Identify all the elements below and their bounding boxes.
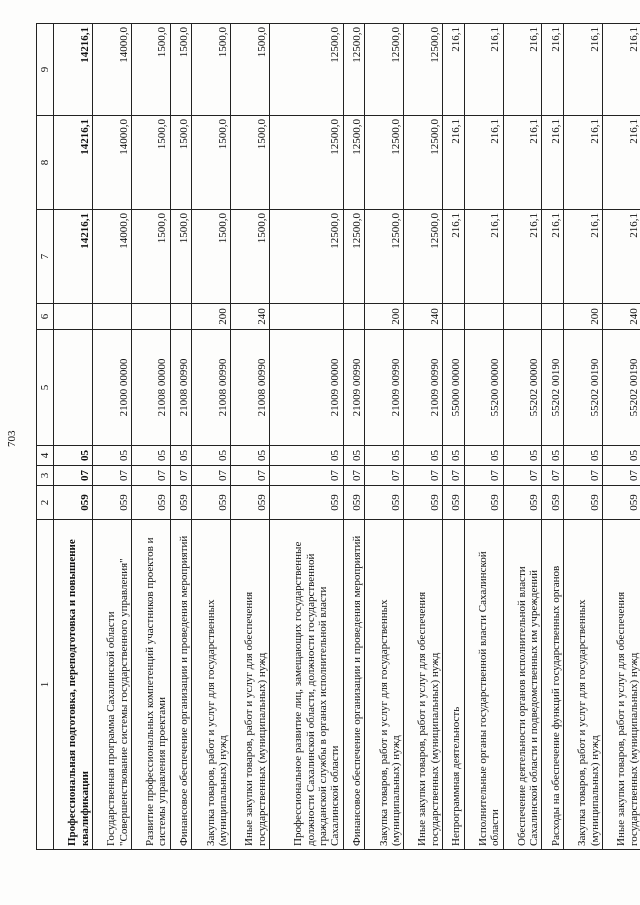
row-value-cell: 07 xyxy=(131,466,170,486)
row-value-cell: 216,1 xyxy=(443,24,465,116)
row-value-cell: 1500,0 xyxy=(231,210,270,304)
column-header: 4 xyxy=(37,446,54,466)
row-name-cell: Исполнительные органы государственной власти Сахалинской области xyxy=(464,520,503,850)
row-value-cell: 05 xyxy=(131,446,170,466)
column-header: 2 xyxy=(37,486,54,520)
row-value-cell: 059 xyxy=(170,486,192,520)
table-row xyxy=(54,24,93,850)
row-value-cell: 200 xyxy=(365,304,404,330)
row-value-cell: 14216,1 xyxy=(54,210,93,304)
row-value-cell: 05 xyxy=(192,446,231,466)
row-value-cell: 1500,0 xyxy=(192,116,231,210)
table-row xyxy=(231,24,270,850)
row-name-cell: Закупка товаров, работ и услуг для государственных (муниципальных) нужд xyxy=(365,520,404,850)
table-row xyxy=(192,24,231,850)
table-row xyxy=(602,24,640,850)
row-value-cell: 1500,0 xyxy=(131,24,170,116)
column-header: 1 xyxy=(37,520,54,850)
row-value-cell: 216,1 xyxy=(464,210,503,304)
row-name-cell: Развитие профессиональных компетенций участников проектов и системы управления проектами xyxy=(131,520,170,850)
row-value-cell: 059 xyxy=(564,486,603,520)
column-header: 9 xyxy=(37,24,54,116)
row-value-cell: 216,1 xyxy=(564,210,603,304)
row-name-cell: Финансовое обеспечение организации и проведения мероприятий xyxy=(343,520,365,850)
row-value-cell: 059 xyxy=(404,486,443,520)
rotated-table-container xyxy=(36,24,640,850)
row-value-cell: 12500,0 xyxy=(404,210,443,304)
row-value-cell: 05 xyxy=(343,446,365,466)
row-value-cell: 216,1 xyxy=(503,116,542,210)
row-value-cell: 21009 00990 xyxy=(343,330,365,446)
row-value-cell: 07 xyxy=(564,466,603,486)
row-value-cell xyxy=(343,304,365,330)
row-value-cell: 21008 00990 xyxy=(192,330,231,446)
row-value-cell xyxy=(542,304,564,330)
row-value-cell: 21008 00000 xyxy=(131,330,170,446)
row-value-cell: 1500,0 xyxy=(170,210,192,304)
table-row xyxy=(464,24,503,850)
row-value-cell: 07 xyxy=(343,466,365,486)
table-row xyxy=(404,24,443,850)
row-value-cell xyxy=(464,304,503,330)
column-header: 5 xyxy=(37,330,54,446)
row-value-cell: 07 xyxy=(503,466,542,486)
row-value-cell xyxy=(54,304,93,330)
table-row xyxy=(131,24,170,850)
column-header: 7 xyxy=(37,210,54,304)
row-value-cell: 216,1 xyxy=(564,116,603,210)
row-value-cell: 1500,0 xyxy=(170,24,192,116)
row-value-cell: 1500,0 xyxy=(131,116,170,210)
row-value-cell: 07 xyxy=(365,466,404,486)
table-row xyxy=(92,24,131,850)
row-value-cell: 059 xyxy=(54,486,93,520)
table-row xyxy=(542,24,564,850)
row-value-cell: 07 xyxy=(54,466,93,486)
row-value-cell: 059 xyxy=(92,486,131,520)
row-value-cell: 12500,0 xyxy=(343,210,365,304)
row-value-cell: 059 xyxy=(542,486,564,520)
budget-table xyxy=(36,23,640,850)
row-name-cell: Расходы на обеспечение функций государственных органов xyxy=(542,520,564,850)
row-value-cell: 12500,0 xyxy=(343,116,365,210)
row-value-cell: 05 xyxy=(542,446,564,466)
row-value-cell: 216,1 xyxy=(564,24,603,116)
row-value-cell: 14000,0 xyxy=(92,116,131,210)
row-value-cell: 216,1 xyxy=(542,116,564,210)
row-value-cell: 07 xyxy=(542,466,564,486)
row-value-cell: 059 xyxy=(270,486,344,520)
row-value-cell: 05 xyxy=(602,446,640,466)
row-name-cell: Профессиональная подготовка, переподготовка и повышение квалификации xyxy=(54,520,93,850)
row-value-cell: 05 xyxy=(231,446,270,466)
row-value-cell: 059 xyxy=(602,486,640,520)
row-value-cell: 55200 00000 xyxy=(464,330,503,446)
row-value-cell: 21008 00990 xyxy=(231,330,270,446)
row-value-cell: 14216,1 xyxy=(54,116,93,210)
row-name-cell: Обеспечение деятельности органов исполнительной власти Сахалинской области и подведомственных им учреждений xyxy=(503,520,542,850)
row-value-cell: 12500,0 xyxy=(365,24,404,116)
row-value-cell xyxy=(92,304,131,330)
row-value-cell: 216,1 xyxy=(443,210,465,304)
row-value-cell: 059 xyxy=(192,486,231,520)
row-value-cell: 216,1 xyxy=(602,24,640,116)
row-value-cell: 05 xyxy=(170,446,192,466)
row-value-cell: 216,1 xyxy=(464,116,503,210)
row-name-cell: Закупка товаров, работ и услуг для государственных (муниципальных) нужд xyxy=(192,520,231,850)
row-value-cell: 05 xyxy=(564,446,603,466)
row-value-cell: 1500,0 xyxy=(192,210,231,304)
row-value-cell: 21009 00990 xyxy=(404,330,443,446)
row-value-cell xyxy=(54,330,93,446)
row-value-cell: 05 xyxy=(270,446,344,466)
page-number: 703 xyxy=(6,430,18,447)
row-value-cell: 14216,1 xyxy=(54,24,93,116)
column-header: 8 xyxy=(37,116,54,210)
table-row xyxy=(170,24,192,850)
row-value-cell: 05 xyxy=(443,446,465,466)
table-row xyxy=(503,24,542,850)
row-value-cell: 240 xyxy=(231,304,270,330)
row-value-cell: 55202 00190 xyxy=(542,330,564,446)
row-value-cell: 07 xyxy=(404,466,443,486)
row-value-cell: 12500,0 xyxy=(343,24,365,116)
row-value-cell: 12500,0 xyxy=(404,116,443,210)
row-value-cell: 200 xyxy=(564,304,603,330)
row-value-cell: 05 xyxy=(503,446,542,466)
row-value-cell: 05 xyxy=(464,446,503,466)
row-name-cell: Профессиональное развитие лиц, замещающих государственные должности Сахалинской области, должности государственной гражданской службы в органах исполнительной власти Сахалинской области xyxy=(270,520,344,850)
row-value-cell: 07 xyxy=(192,466,231,486)
row-value-cell: 07 xyxy=(231,466,270,486)
row-value-cell: 12500,0 xyxy=(270,24,344,116)
row-value-cell: 216,1 xyxy=(503,210,542,304)
row-value-cell: 240 xyxy=(602,304,640,330)
table-row xyxy=(365,24,404,850)
row-value-cell: 059 xyxy=(131,486,170,520)
row-value-cell: 216,1 xyxy=(443,116,465,210)
row-value-cell: 05 xyxy=(365,446,404,466)
row-name-cell: Иные закупки товаров, работ и услуг для обеспечения государственных (муниципальных) нужд xyxy=(231,520,270,850)
row-value-cell: 05 xyxy=(92,446,131,466)
row-value-cell: 14000,0 xyxy=(92,24,131,116)
row-name-cell: Иные закупки товаров, работ и услуг для обеспечения государственных (муниципальных) нужд xyxy=(602,520,640,850)
row-value-cell: 07 xyxy=(270,466,344,486)
row-value-cell: 1500,0 xyxy=(170,116,192,210)
row-value-cell: 14000,0 xyxy=(92,210,131,304)
row-value-cell: 059 xyxy=(365,486,404,520)
row-value-cell: 1500,0 xyxy=(231,116,270,210)
table-header-row xyxy=(37,24,54,850)
row-value-cell xyxy=(270,304,344,330)
row-value-cell xyxy=(131,304,170,330)
row-name-cell: Государственная программа Сахалинской области "Совершенствование системы государственного управления" xyxy=(92,520,131,850)
row-value-cell: 55000 00000 xyxy=(443,330,465,446)
row-value-cell: 55202 00190 xyxy=(602,330,640,446)
row-value-cell: 216,1 xyxy=(602,210,640,304)
row-value-cell: 21008 00990 xyxy=(170,330,192,446)
row-name-cell: Непрограммная деятельность xyxy=(443,520,465,850)
row-value-cell: 07 xyxy=(464,466,503,486)
row-value-cell: 216,1 xyxy=(464,24,503,116)
row-value-cell: 059 xyxy=(343,486,365,520)
row-value-cell: 55202 00190 xyxy=(564,330,603,446)
row-value-cell: 21000 00000 xyxy=(92,330,131,446)
row-value-cell: 240 xyxy=(404,304,443,330)
row-value-cell: 1500,0 xyxy=(131,210,170,304)
row-value-cell: 059 xyxy=(231,486,270,520)
row-value-cell: 07 xyxy=(602,466,640,486)
column-header: 6 xyxy=(37,304,54,330)
row-value-cell xyxy=(443,304,465,330)
row-value-cell: 07 xyxy=(92,466,131,486)
row-value-cell: 059 xyxy=(464,486,503,520)
table-row xyxy=(343,24,365,850)
row-value-cell xyxy=(503,304,542,330)
row-value-cell: 200 xyxy=(192,304,231,330)
table-row xyxy=(270,24,344,850)
table-row xyxy=(443,24,465,850)
table-body xyxy=(54,24,640,850)
row-name-cell: Закупка товаров, работ и услуг для государственных (муниципальных) нужд xyxy=(564,520,603,850)
row-value-cell xyxy=(170,304,192,330)
row-value-cell: 21009 00000 xyxy=(270,330,344,446)
row-value-cell: 059 xyxy=(443,486,465,520)
row-value-cell: 07 xyxy=(443,466,465,486)
row-value-cell: 12500,0 xyxy=(365,210,404,304)
row-value-cell: 216,1 xyxy=(602,116,640,210)
row-value-cell: 1500,0 xyxy=(231,24,270,116)
row-value-cell: 05 xyxy=(404,446,443,466)
row-name-cell: Иные закупки товаров, работ и услуг для обеспечения государственных (муниципальных) нужд xyxy=(404,520,443,850)
row-value-cell: 12500,0 xyxy=(365,116,404,210)
row-value-cell: 12500,0 xyxy=(270,210,344,304)
row-value-cell: 059 xyxy=(503,486,542,520)
row-value-cell: 55202 00000 xyxy=(503,330,542,446)
row-value-cell: 05 xyxy=(54,446,93,466)
row-value-cell: 21009 00990 xyxy=(365,330,404,446)
row-value-cell: 12500,0 xyxy=(270,116,344,210)
column-header: 3 xyxy=(37,466,54,486)
row-value-cell: 1500,0 xyxy=(192,24,231,116)
row-value-cell: 216,1 xyxy=(542,210,564,304)
row-value-cell: 07 xyxy=(170,466,192,486)
row-name-cell: Финансовое обеспечение организации и проведения мероприятий xyxy=(170,520,192,850)
table-row xyxy=(564,24,603,850)
row-value-cell: 216,1 xyxy=(503,24,542,116)
row-value-cell: 216,1 xyxy=(542,24,564,116)
row-value-cell: 12500,0 xyxy=(404,24,443,116)
